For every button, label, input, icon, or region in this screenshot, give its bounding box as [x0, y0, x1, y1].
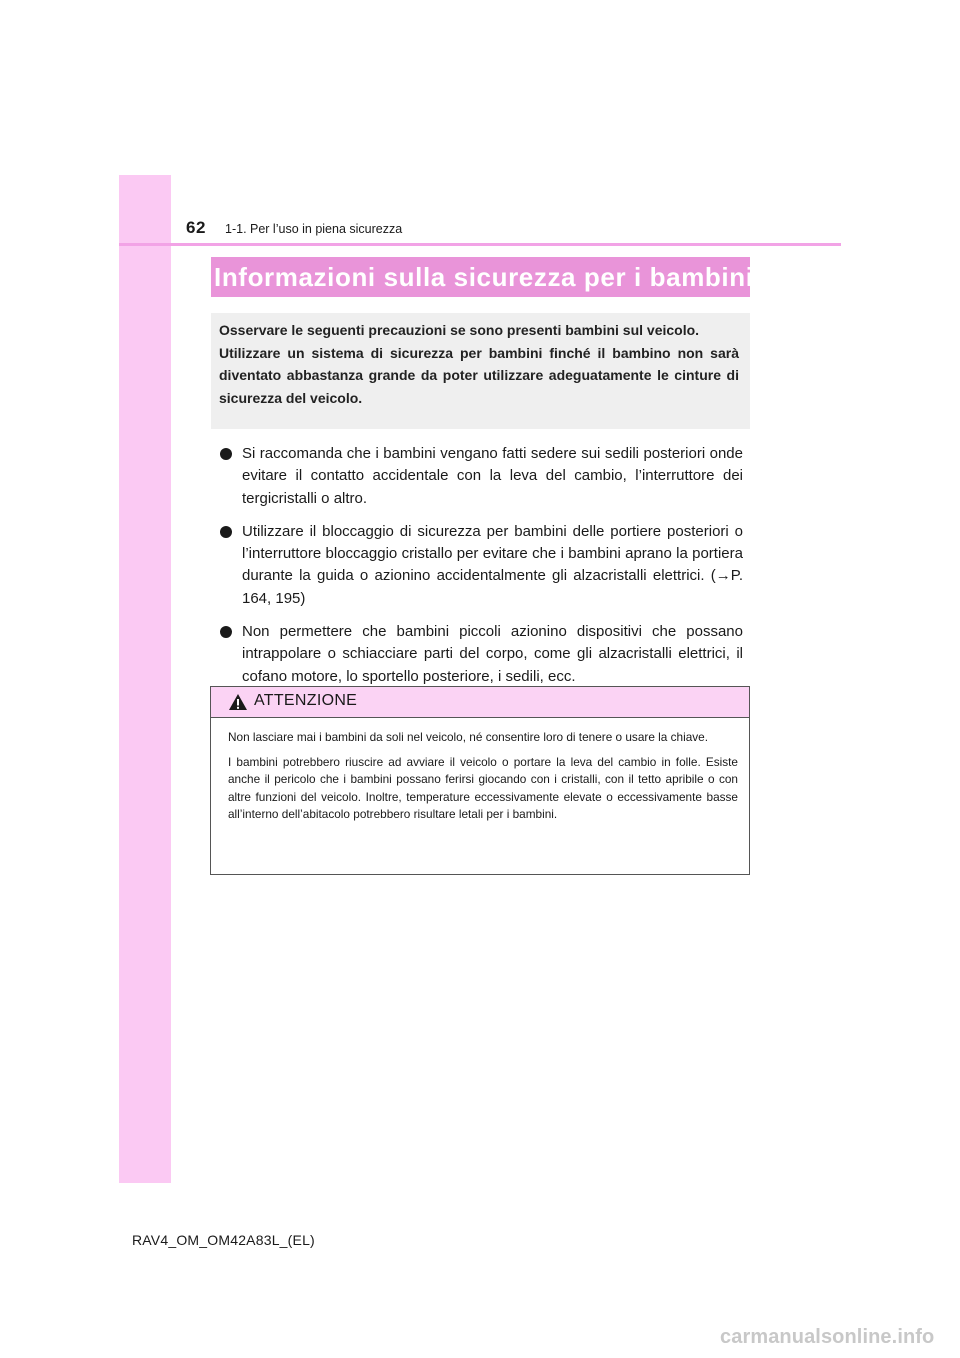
- warning-box: [210, 686, 750, 875]
- intro-box: [211, 313, 750, 429]
- bullet-dot-icon: [220, 448, 232, 460]
- list-item: [220, 443, 743, 510]
- warning-body: [211, 718, 749, 824]
- section-breadcrumb: 1-1. Per l’uso in piena sicurezza: [225, 222, 403, 236]
- header-divider: [119, 243, 841, 246]
- page-number: 62: [186, 218, 206, 237]
- list-item-text: Utilizzare il bloccaggio di sicurezza per bambini delle portiere posteriori o l’interruttore bloccaggio cristallo per evitare che i bambini aprano la portiera durante la guida o azionino accidentalmente gli alzacristalli elettrici. (→P. 164, 195): [242, 522, 743, 607]
- list-item-text: Si raccomanda che i bambini vengano fatti sedere sui sedili posteriori onde evitare il contatto accidentale con la leva del cambio, l’interruttore dei tergicristalli o altro.: [242, 445, 743, 507]
- warning-paragraph: I bambini potrebbero riuscire ad avviare il veicolo o portare la leva del cambio in folle. Esiste anche il pericolo che i bambini possano ferirsi giocando con i cristalli, con il tetto apribile o con altre funzioni del veicolo. Inoltre, temperature eccessivamente elevate o eccessivamente basse all’interno dell’abitacolo potrebbero risultare letali per i bambini.: [228, 754, 738, 822]
- page-title: Informazioni sulla sicurezza per i bambini: [214, 262, 754, 292]
- bullet-dot-icon: [220, 626, 232, 638]
- list-item: [220, 521, 743, 610]
- page-title-bar: [211, 257, 754, 297]
- intro-line: Osservare le seguenti precauzioni se sono presenti bambini sul veicolo.: [219, 322, 700, 338]
- bullet-dot-icon: [220, 526, 232, 538]
- precautions-list: [220, 443, 743, 699]
- warning-paragraph: Non lasciare mai i bambini da soli nel veicolo, né consentire loro di tenere o usare la chiave.: [228, 730, 708, 744]
- warning-header: [211, 687, 749, 718]
- warning-triangle-icon: [228, 693, 248, 711]
- intro-line: Utilizzare un sistema di sicurezza per bambini finché il bambino non sarà diventato abbastanza grande da poter utilizzare adeguatamente le cinture di sicurezza del veicolo.: [219, 344, 739, 406]
- list-item: [220, 621, 743, 688]
- list-item-text: Non permettere che bambini piccoli azionino dispositivi che possano intrappolare o schiacciare parti del corpo, come gli alzacristalli elettrici, il cofano motore, lo sportello posteriore, i sedili, ecc.: [242, 623, 743, 685]
- warning-title: ATTENZIONE: [254, 692, 358, 709]
- side-color-strip: [119, 175, 171, 1183]
- document-code: RAV4_OM_OM42A83L_(EL): [132, 1232, 315, 1248]
- watermark: carmanualsonline.info: [720, 1326, 935, 1348]
